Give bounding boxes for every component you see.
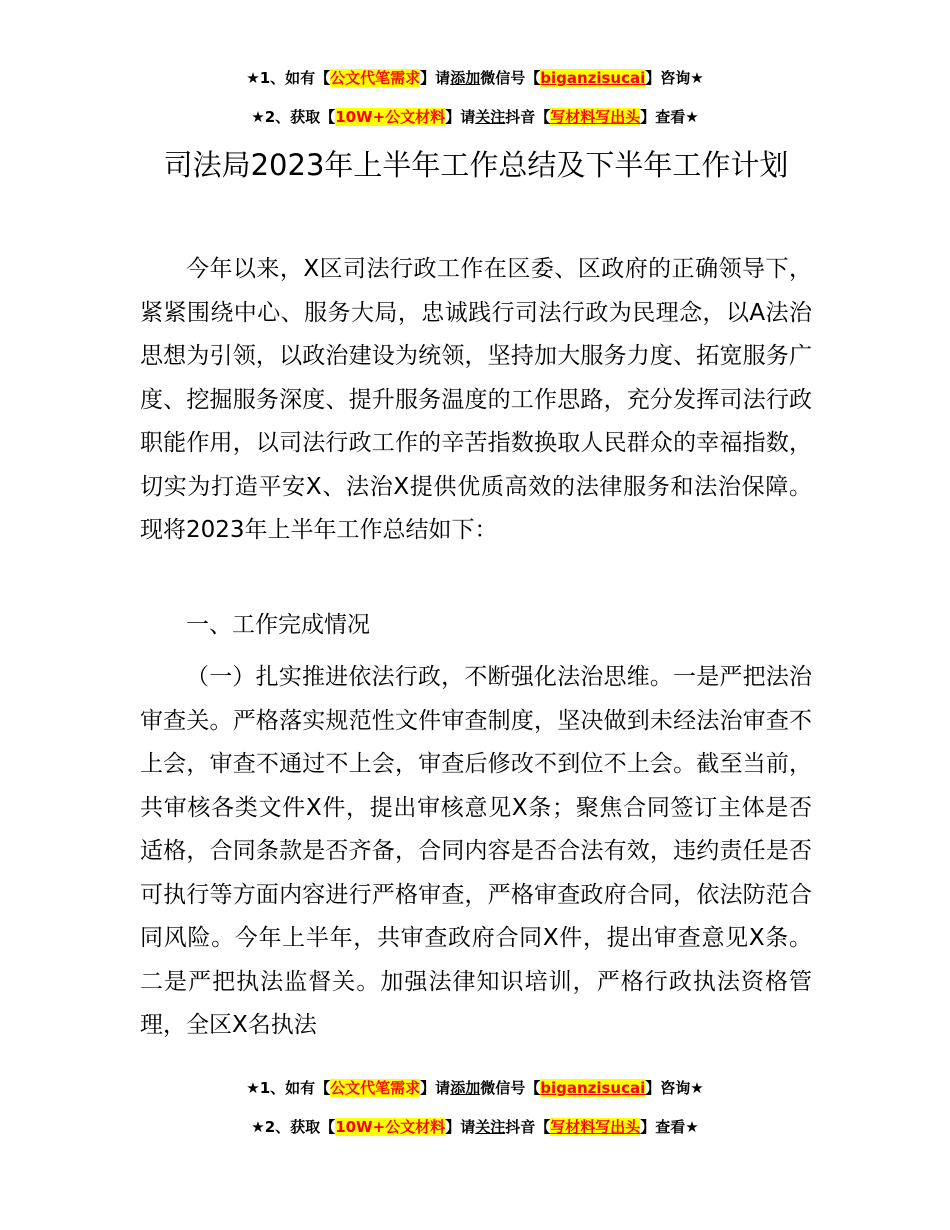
banner-text: 】请: [420, 69, 451, 87]
banner-text: 微信号【: [480, 69, 541, 87]
banner-text: 】请: [445, 108, 476, 126]
banner-text: 】请: [420, 1079, 451, 1097]
banner-text: 抖音【: [505, 1118, 551, 1136]
banner-highlight-service: 公文代笔需求: [330, 1079, 421, 1097]
banner-prefix: ★1、如有【: [246, 69, 331, 87]
intro-paragraph: 今年以来，X区司法行政工作在区委、区政府的正确领导下，紧紧围绕中心、服务大局，忠诚践行司法行政为民理念，以A法治思想为引领，以政治建设为统领，坚持加大服务力度、拓宽服务广度、挖掘服务深度、提升服务温度的工作思路，充分发挥司法行政职能作用，以司法行政工作的辛苦指数换取人民群众的幸福指数，切实为打造平安X、法治X提供优质高效的法律服务和法治保障。现将2023年上半年工作总结如下：: [140, 256, 812, 543]
banner-prefix: ★1、如有【: [246, 1079, 331, 1097]
banner-douyin-id: 写材料写出头: [550, 108, 641, 126]
banner-emphasis: 添加: [450, 69, 481, 87]
promo-banner-bottom-line-1: [0, 1077, 950, 1099]
banner-emphasis: 添加: [450, 1079, 481, 1097]
banner-emphasis: 关注: [475, 1118, 506, 1136]
banner-highlight-materials: 10W+公文材料: [335, 1118, 446, 1136]
banner-text: 抖音【: [505, 108, 551, 126]
banner-text: 微信号【: [480, 1079, 541, 1097]
banner-highlight-materials: 10W+公文材料: [335, 108, 446, 126]
section-paragraph: （一）扎实推进依法行政，不断强化法治思维。一是严把法治审查关。严格落实规范性文件审查制度，坚决做到未经法治审查不上会，审查不通过不上会，审查后修改不到位不上会。截至当前，共审核各类文件X件，提出审核意见X条；聚焦合同签订主体是否适格，合同条款是否齐备，合同内容是否合法有效，违约责任是否可执行等方面内容进行严格审查，严格审查政府合同，依法防范合同风险。今年上半年，共审查政府合同X件，提出审查意见X条。二是严把执法监督关。加强法律知识培训，严格行政执法资格管理，全区X名执法: [140, 664, 812, 1038]
document-title: 司法局2023年上半年工作总结及下半年工作计划: [163, 148, 789, 182]
banner-douyin-id: 写材料写出头: [550, 1118, 641, 1136]
banner-prefix: ★2、获取【: [251, 1118, 336, 1136]
banner-suffix: 】咨询★: [645, 69, 704, 87]
promo-banner-top-line-1: [0, 67, 950, 89]
banner-suffix: 】查看★: [640, 1118, 699, 1136]
banner-prefix: ★2、获取【: [251, 108, 336, 126]
banner-suffix: 】咨询★: [645, 1079, 704, 1097]
banner-suffix: 】查看★: [640, 108, 699, 126]
banner-text: 】请: [445, 1118, 476, 1136]
section-heading: 一、工作完成情况: [186, 612, 370, 638]
banner-emphasis: 关注: [475, 108, 506, 126]
banner-highlight-service: 公文代笔需求: [330, 69, 421, 87]
banner-wechat-id: biganzisucai: [540, 69, 646, 87]
banner-wechat-id: biganzisucai: [540, 1079, 646, 1097]
promo-banner-top-line-2: [0, 106, 950, 128]
promo-banner-bottom-line-2: [0, 1116, 950, 1138]
